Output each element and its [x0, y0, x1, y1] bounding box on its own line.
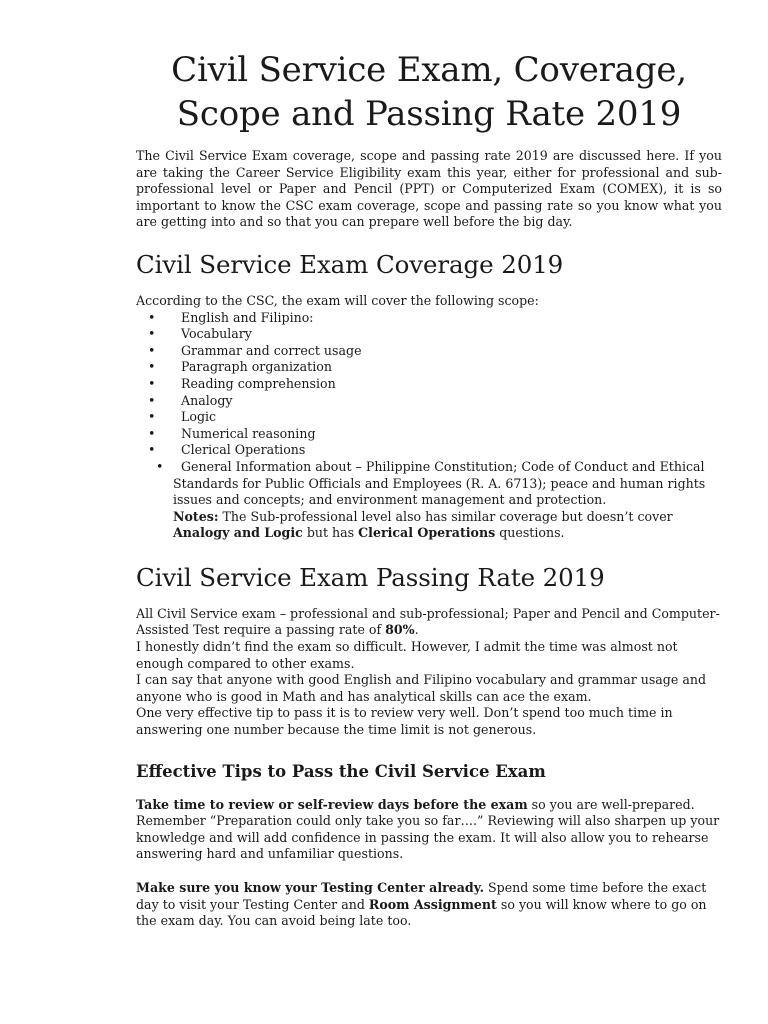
coverage-heading: Civil Service Exam Coverage 2019 [136, 249, 564, 279]
bullet-icon: • [148, 342, 156, 358]
passing-paragraph-3: I can say that anyone with good English and Filipino vocabulary and grammar usage and anyone who is good in Math and has analytical skills can ace the exam. [136, 672, 707, 704]
bullet-icon: • [156, 458, 164, 474]
list-item: • Reading comprehension [148, 375, 336, 391]
tips-section [136, 761, 722, 930]
list-item: • General Information about – Philippine Constitution; Code of Conduct and Ethical Standards for Public Officials and Employees (R. A. 6713); peace and human rights issues and concepts; and environment management and protection. [136, 459, 722, 509]
list-item: • Paragraph organization [148, 359, 332, 375]
passing-rate-paragraph: All Civil Service exam – professional and sub-professional; Paper and Pencil and Computer-Assisted Test require a passing rate of 80%. [136, 605, 720, 638]
list-item: • Numerical reasoning [148, 425, 316, 441]
list-item: • Logic [148, 409, 217, 425]
bullet-icon: • [148, 409, 156, 425]
bullet-icon: • [148, 375, 156, 391]
tip-testing-center: Make sure you know your Testing Center already. Spend some time before the exact day to visit your Testing Center and Room Assignment so you will know where to go on the exam day. You can avoid being late too. [136, 880, 707, 929]
notes-label: Notes: [173, 508, 219, 524]
document-page [136, 48, 722, 947]
bullet-icon: • [148, 359, 156, 375]
tip-review: Take time to review or self-review days before the exam so you are well-prepared. Remember “Preparation could only take you so far….” Reviewing will also sharpen up your knowledge and will add confidence in passing the exam. It will also allow you to rehearse answering hard and unfamiliar questions. [136, 796, 720, 862]
bullet-icon: • [148, 425, 156, 441]
passing-paragraph-2: I honestly didn’t find the exam so difficult. However, I admit the time was almost not enough compared to other exams. [136, 639, 678, 671]
coverage-lead: According to the CSC, the exam will cover the following scope: [136, 292, 539, 308]
list-item: • English and Filipino: [148, 309, 314, 325]
bullet-icon: • [148, 442, 156, 458]
list-item: • Grammar and correct usage [148, 342, 362, 358]
list-item: • Analogy [148, 392, 233, 408]
title-line-2: Scope and Passing Rate 2019 [176, 94, 682, 134]
list-item: • Clerical Operations [148, 442, 306, 458]
coverage-list [136, 310, 722, 509]
title-line-1: Civil Service Exam, Coverage, [171, 50, 687, 90]
bullet-icon: • [148, 326, 156, 342]
passing-paragraph-4: One very effective tip to pass it is to review very well. Don’t spend too much time in answering one number because the time limit is not generous. [136, 705, 673, 738]
list-item: • Vocabulary [148, 326, 252, 342]
passing-rate-value: 80% [385, 622, 415, 638]
coverage-notes: Notes: The Sub-professional level also has similar coverage but doesn’t cover Analogy and Logic but has Clerical Operations questions. [173, 508, 673, 541]
document-title [136, 48, 722, 136]
tips-heading: Effective Tips to Pass the Civil Service Exam [136, 761, 546, 781]
passing-section [136, 562, 722, 739]
coverage-section [136, 249, 722, 542]
bullet-icon: • [148, 392, 156, 408]
intro-paragraph: The Civil Service Exam coverage, scope and passing rate 2019 are discussed here. If you are taking the Career Service Eligibility exam this year, either for professional and sub-professional level or Paper and Pencil (PPT) or Computerized Exam (COMEX), it is so important to know the CSC exam coverage, scope and passing rate so you know what you are getting into and so that you can prepare well before the big day. [136, 148, 722, 230]
bullet-icon: • [148, 309, 156, 325]
passing-heading: Civil Service Exam Passing Rate 2019 [136, 562, 605, 592]
